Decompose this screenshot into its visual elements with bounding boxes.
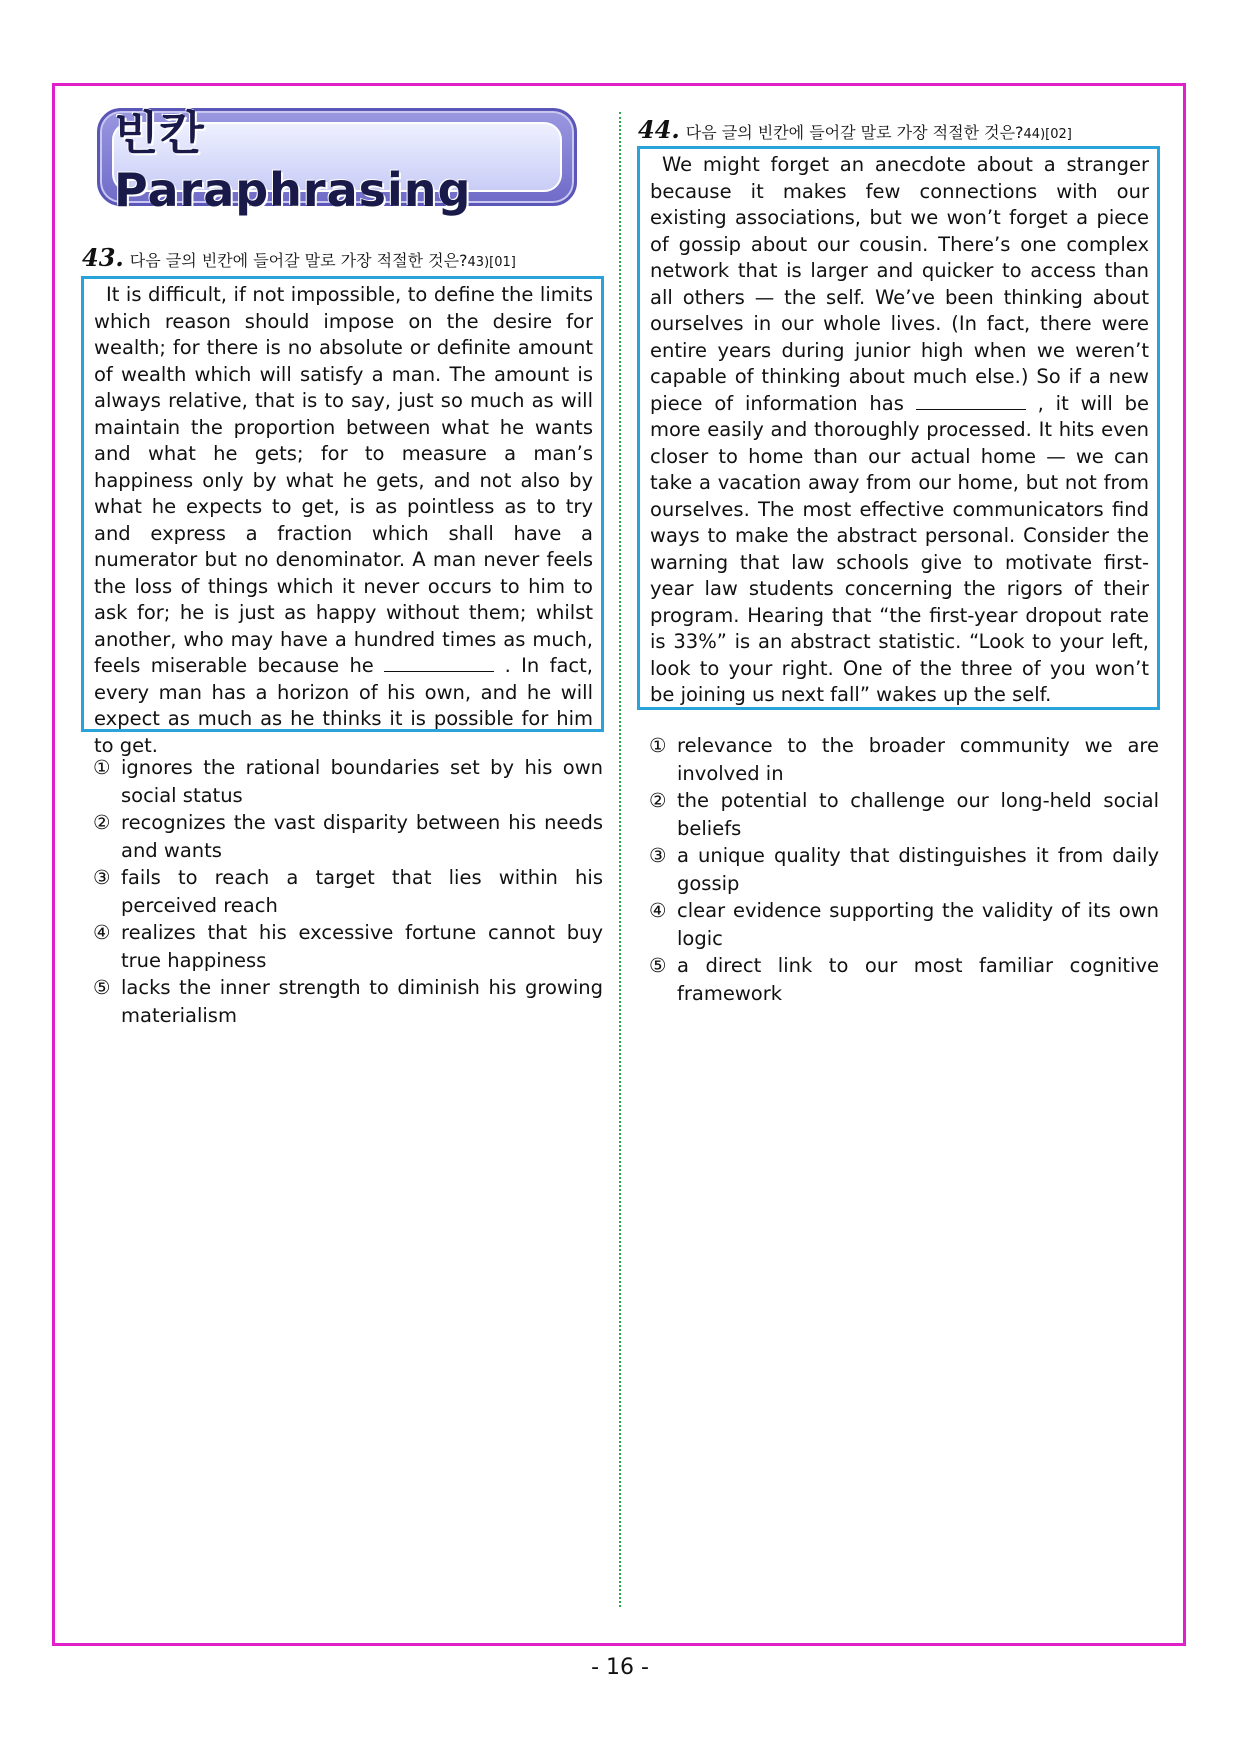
choice-5[interactable] [93,974,603,1029]
question-44-header [638,115,1072,144]
question-44-passage [637,146,1160,710]
question-43-header [82,243,516,272]
choice-number: ⑤ [93,976,111,999]
question-source: 44)[02] [1023,127,1072,142]
banner-inner [112,106,562,217]
question-43-choices [93,754,603,1029]
passage-text-before-blank: It is difficult, if not impossible, to define the limits which reason should impose on the desire for wealth; for there is no absolute or definite amount of wealth which will satisfy a man. The amount is always relative, that is to say, just so much as will maintain the proportion between what he wants and what he gets; for to measure a man’s happiness only by what he gets, and not also by what he expects to get, is as pointless as to try and express a fraction which shall have a numerator but no denominator. A man never feels the loss of things which it never occurs to him to ask for; he is just as happy without them; whilst another, who may have a hundred times as much, feels miserable because he [94,283,593,677]
question-44-choices [649,732,1159,1007]
choice-number: ③ [93,866,111,889]
question-43-passage [81,276,604,757]
choice-4[interactable] [649,897,1159,952]
choice-number: ④ [649,899,667,922]
choice-4[interactable] [93,919,603,974]
choice-3[interactable] [649,842,1159,897]
choice-text: clear evidence supporting the validity of its own logic [677,899,1159,950]
banner-title: 빈칸 Paraphrasing [114,106,472,217]
choice-text: lacks the inner strength to diminish his growing materialism [121,976,603,1027]
choice-text: fails to reach a target that lies within his perceived reach [121,866,603,917]
choice-text: a unique quality that distinguishes it from daily gossip [677,844,1159,895]
choice-text: a direct link to our most familiar cognitive framework [677,954,1159,1005]
passage-text-after-blank: . In fact, every man has a horizon of his own, and he will expect as much as he thinks it is possible for him to get. [94,654,593,757]
passage-text-before-blank: We might forget an anecdote about a stranger because it makes few connections with our existing associations, but we won’t forget a piece of gossip about our cousin. There’s one complex network that is larger and quicker to access than all others — the self. We’ve been thinking about ourselves in our whole lives. (In fact, there were entire years during junior high when we weren’t capable of thinking about much else.) So if a new piece of information has [650,153,1149,415]
choice-number: ② [649,789,667,812]
answer-blank [384,653,494,672]
section-banner [97,106,577,217]
choice-text: the potential to challenge our long-held social beliefs [677,789,1159,840]
choice-text: ignores the rational boundaries set by his own social status [121,756,603,807]
question-number: 43. [82,243,124,272]
choice-1[interactable] [93,754,603,809]
page-number: - 16 - [591,1655,649,1680]
column-divider [619,112,621,1607]
choice-number: ① [93,756,111,779]
question-instruction: 다음 글의 빈칸에 들어갈 말로 가장 적절한 것은? [685,123,1024,142]
choice-number: ① [649,734,667,757]
choice-5[interactable] [649,952,1159,1007]
choice-number: ④ [93,921,111,944]
choice-text: realizes that his excessive fortune cannot buy true happiness [121,921,603,972]
choice-2[interactable] [649,787,1159,842]
choice-text: recognizes the vast disparity between his needs and wants [121,811,603,862]
question-number: 44. [638,115,680,144]
choice-text: relevance to the broader community we are involved in [677,734,1159,785]
question-instruction: 다음 글의 빈칸에 들어갈 말로 가장 적절한 것은? [129,251,468,270]
passage-text-after-blank: , it will be more easily and thoroughly processed. It hits even closer to home than our actual home — we can take a vacation away from our home, but not from ourselves. The most effective communicators find ways to make the abstract personal. Consider the warning that law schools give to motivate first-year law students concerning the rigors of their program. Hearing that “the first-year dropout rate is 33%” is an abstract statistic. “Look to your left, look to your right. One of the three of you won’t be joining us next fall” wakes up the self. [650,391,1150,706]
choice-3[interactable] [93,864,603,919]
answer-blank [916,391,1026,410]
choice-number: ③ [649,844,667,867]
choice-2[interactable] [93,809,603,864]
choice-number: ② [93,811,111,834]
question-source: 43)[01] [467,255,516,270]
choice-number: ⑤ [649,954,667,977]
choice-1[interactable] [649,732,1159,787]
